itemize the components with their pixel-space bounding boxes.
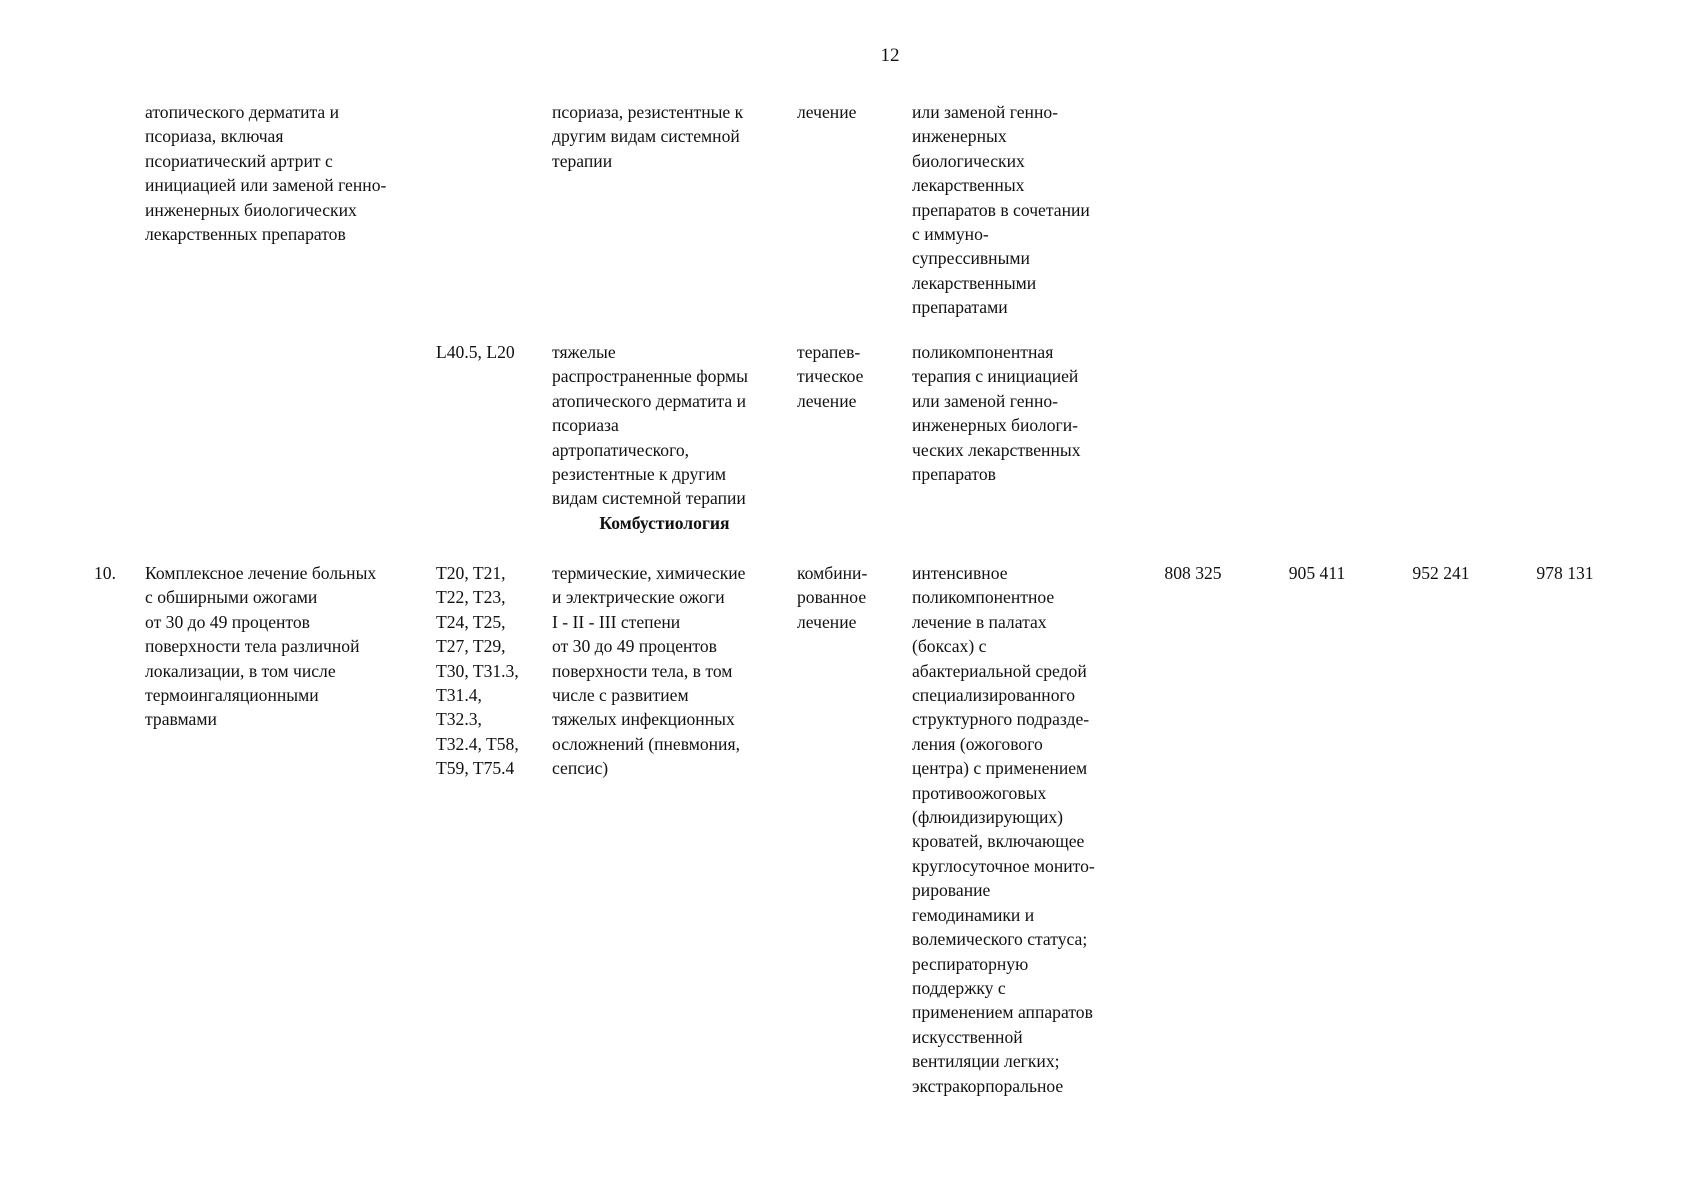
row-1-treatment-method: или заменой генно- инженерных биологических лекарственных препаратов в сочетании с иммуно- супрессивными лекарственными препаратами: [912, 102, 1090, 318]
row-3-treatment-method: интенсивное поликомпонентное лечение в палатах (боксах) с абактериальной средой специализированного структурного подразде- ления (ожогового центра) с применением противоожоговых (флюидизирующих) кроватей, включающее круглосуточное монито- рирование гемодинамики и волемического статуса; респираторную поддержку с применением аппаратов искусственной вентиляции легких; экстракорпоральное: [912, 563, 1095, 1096]
row-2-treatment-type: терапев- тическое лечение: [797, 342, 864, 411]
row-1-treatment-type: лечение: [797, 102, 857, 122]
row-3-cost-1: 808 325: [1164, 563, 1222, 583]
row-3-patient-model: термические, химические и электрические ожоги I - II - III степени от 30 до 49 процентов поверхности тела, в том числе с развитием тяжелых инфекционных осложнений (пневмония, сепсис): [552, 563, 746, 779]
row-3-number: 10.: [94, 563, 116, 583]
section-title: Комбустиология: [599, 513, 730, 533]
row-3-cost-2: 905 411: [1288, 563, 1346, 583]
row-2-treatment-method: поликомпонентная терапия с инициацией или заменой генно- инженерных биологи- ческих лекарственных препаратов: [912, 342, 1081, 485]
row-1-name: атопического дерматита и псориаза, включая псориатический артрит с инициацией или заменой генно- инженерных биологических лекарственных препаратов: [145, 102, 387, 245]
page-number: 12: [880, 45, 900, 66]
row-2-icd-codes: L40.5, L20: [436, 342, 515, 362]
row-3-icd-codes: T20, T21, T22, T23, T24, T25, T27, T29, T30, T31.3, T31.4, T32.3, T32.4, T58, T59, T75.4: [436, 563, 519, 779]
row-1-patient-model: псориаза, резистентные к другим видам системной терапии: [552, 102, 744, 171]
row-3-name: Комплексное лечение больных с обширными ожогами от 30 до 49 процентов поверхности тела различной локализации, в том числе термоингаляционными травмами: [145, 563, 377, 730]
row-3-cost-3: 952 241: [1412, 563, 1470, 583]
row-3-cost-4: 978 131: [1536, 563, 1594, 583]
row-3-treatment-type: комбини- рованное лечение: [797, 563, 868, 632]
row-2-patient-model: тяжелые распространенные формы атопического дерматита и псориаза артропатического, резистентные к другим видам системной терапии: [552, 342, 748, 509]
